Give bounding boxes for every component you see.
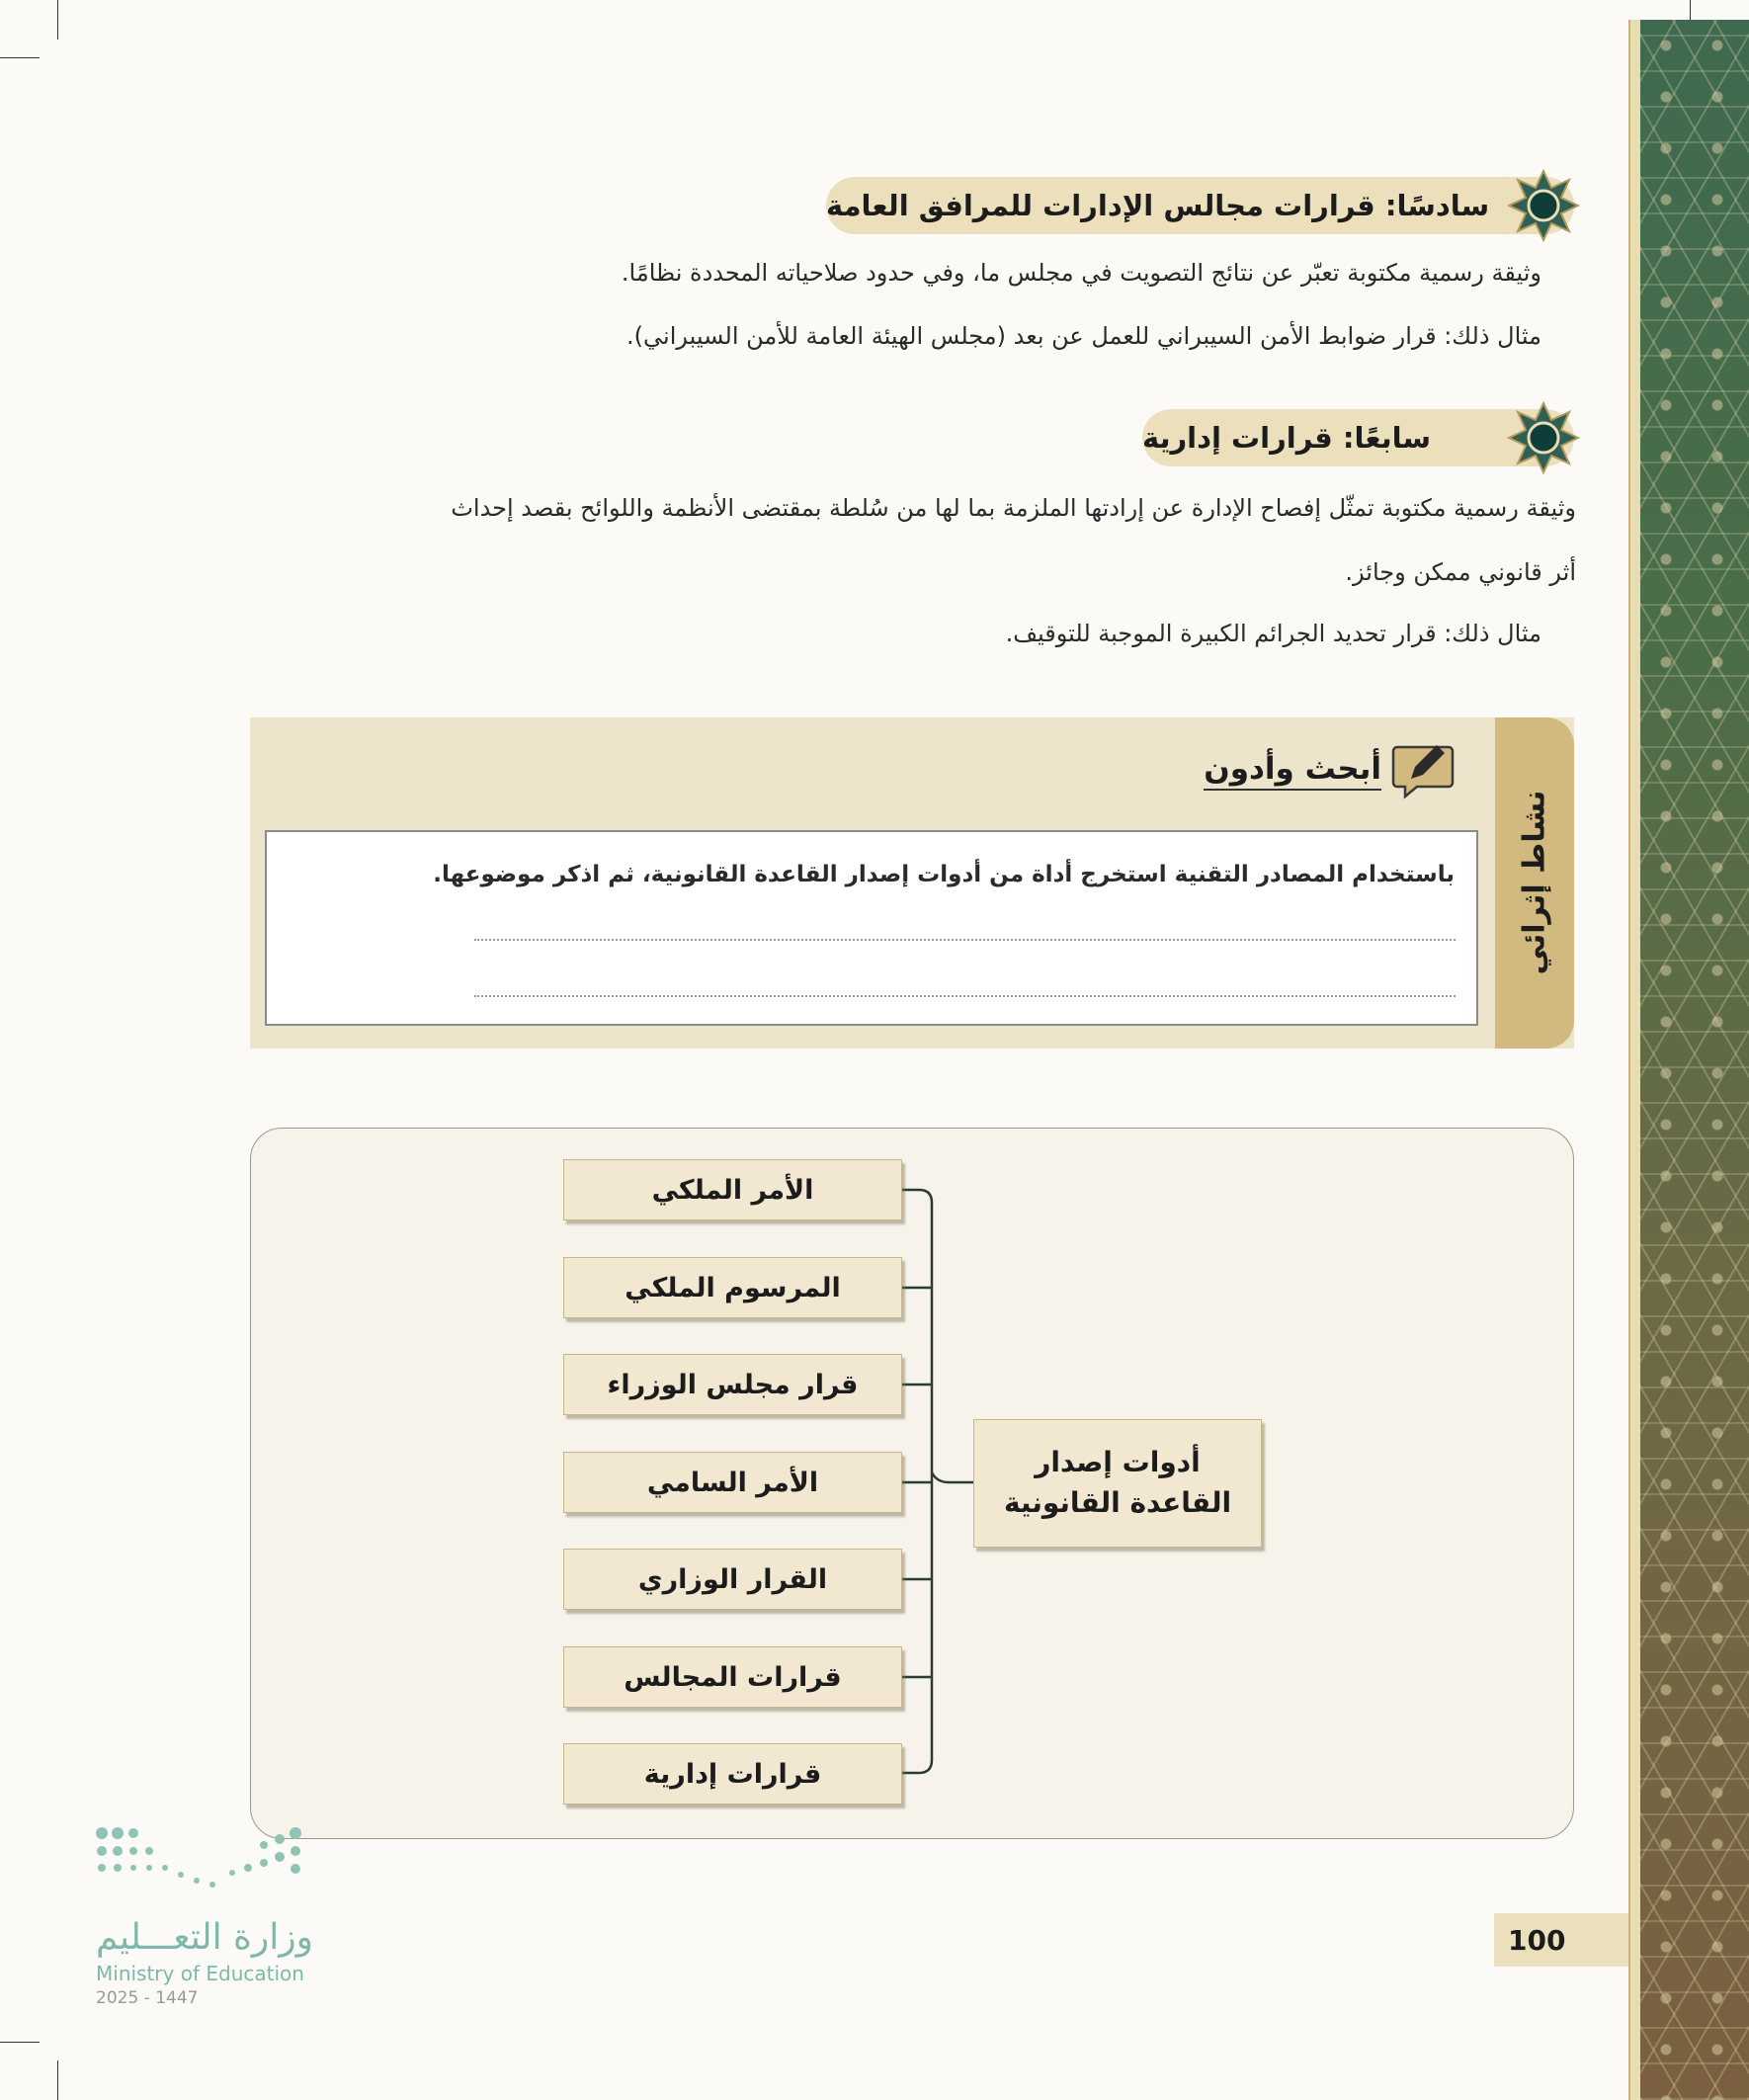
section-six-example: مثال ذلك: قرار ضوابط الأمن السيبراني للعمل عن بعد (مجلس الهيئة العامة للأمن السيبراني). [626, 322, 1541, 350]
diagram-item-royal-decree: المرسوم الملكي [563, 1257, 902, 1318]
diagram-center-line1: أدوات إصدار [1035, 1446, 1201, 1479]
edition-year: 2025 - 1447 [96, 1988, 199, 2008]
ministry-logo-icon [94, 1823, 311, 1897]
diagram-item-council-of-ministers: قرار مجلس الوزراء [563, 1354, 902, 1415]
diagram-item-high-order: الأمر السامي [563, 1452, 902, 1513]
connector-line [932, 1472, 973, 1482]
section-seven-definition-line1: وثيقة رسمية مكتوبة تمثّل إفصاح الإدارة عن إرادتها الملزمة بما لها من سُلطة بمقتضى الأنظمة واللوائح بقصد إحداث [451, 494, 1576, 522]
section-seven-example: مثال ذلك: قرار تحديد الجرائم الكبيرة الموجبة للتوقيف. [1005, 620, 1541, 647]
activity-tab-label: نشاط إثرائي [1517, 790, 1552, 975]
ministry-name-arabic: وزارة التعـــليم [96, 1917, 314, 1958]
section-seven-definition-line2: أثر قانوني ممكن وجائز. [1345, 558, 1576, 586]
diagram-center-line2: القاعدة القانونية [1003, 1486, 1232, 1519]
page-number: 100 [1494, 1913, 1628, 1967]
activity-question: باستخدام المصادر التقنية استخرج أداة من أدوات إصدار القاعدة القانونية، ثم اذكر موضوعها. [433, 862, 1455, 887]
section-six-definition: وثيقة رسمية مكتوبة تعبّر عن نتائج التصويت في مجلس ما، وفي حدود صلاحياته المحددة نظامًا. [621, 259, 1541, 287]
diagram-item-ministerial-decision: القرار الوزاري [563, 1549, 902, 1610]
diagram-item-council-decisions: قرارات المجالس [563, 1646, 902, 1708]
diagram-item-royal-order: الأمر الملكي [563, 1159, 902, 1220]
ministry-name-english: Ministry of Education [96, 1962, 304, 1985]
section-seven-heading-text: سابعًا: قرارات إدارية [1142, 421, 1432, 455]
diagram-item-administrative-decisions: قرارات إدارية [563, 1743, 902, 1805]
section-six-heading-text: سادسًا: قرارات مجالس الإدارات للمرافق العامة [826, 189, 1490, 222]
diagram-center-box [973, 1419, 1262, 1548]
activity-title: أبحث وأدون [1204, 751, 1381, 791]
